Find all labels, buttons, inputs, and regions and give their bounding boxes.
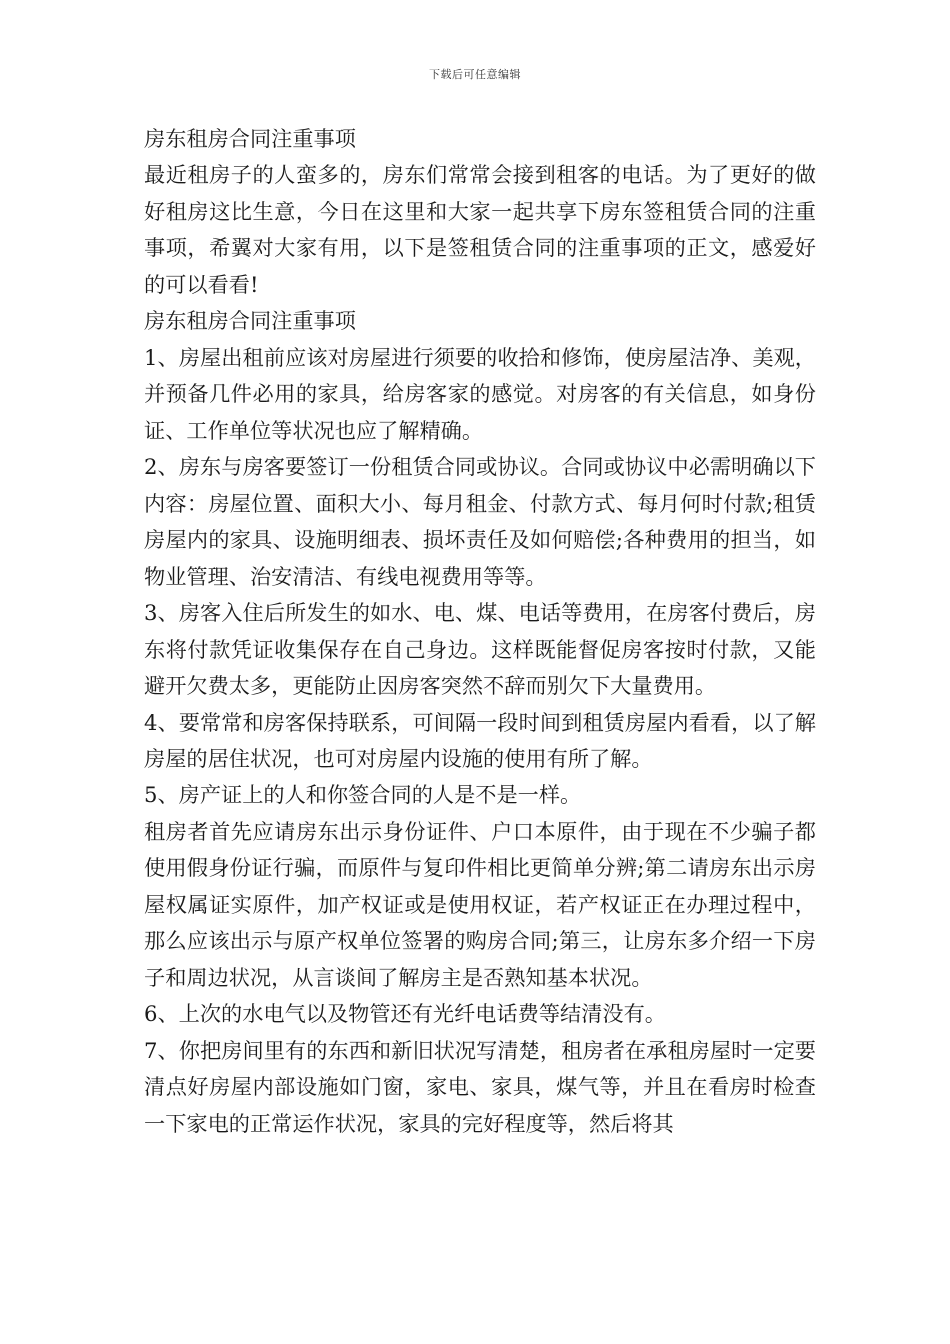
list-item: 4、要常常和房客保持联系，可间隔一段时间到租赁房屋内看看，以了解房屋的居住状况，也可对房屋内设施的使用有所了解。	[144, 709, 816, 771]
intro-paragraph: 最近租房子的人蛮多的，房东们常常会接到租客的电话。为了更好的做好租房这比生意，今日在这里和大家一起共享下房东签租赁合同的注重事项，希翼对大家有用，以下是签租赁合同的注重事项的正文，感爱好的可以看看!	[144, 162, 816, 297]
document-body	[144, 121, 816, 1142]
list-item: 1、房屋出租前应该对房屋进行须要的收拾和修饰，使房屋洁净、美观，并预备几件必用的家具，给房客家的感觉。对房客的有关信息，如身份证、工作单位等状况也应了解精确。	[144, 344, 816, 443]
section-subtitle: 房东租房合同注重事项	[144, 308, 356, 334]
list-item: 3、房客入住后所发生的如水、电、煤、电话等费用，在房客付费后，房东将付款凭证收集保存在自己身边。这样既能督促房客按时付款，又能避开欠费太多，更能防止因房客突然不辞而别欠下大量费用。	[144, 600, 816, 699]
list-item: 2、房东与房客要签订一份租赁合同或协议。合同或协议中必需明确以下内容：房屋位置、面积大小、每月租金、付款方式、每月何时付款;租赁房屋内的家具、设施明细表、损坏责任及如何赔偿;各种费用的担当，如物业管理、治安清洁、有线电视费用等等。	[144, 454, 816, 589]
page-header: 下载后可任意编辑	[429, 68, 521, 81]
list-item: 5、房产证上的人和你签合同的人是不是一样。	[144, 782, 582, 808]
list-item: 7、你把房间里有的东西和新旧状况写清楚，租房者在承租房屋时一定要清点好房屋内部设施如门窗，家电、家具，煤气等，并且在看房时检查一下家电的正常运作状况，家具的完好程度等，然后将其	[144, 1037, 816, 1136]
list-item: 6、上次的水电气以及物管还有光纤电话费等结清没有。	[144, 1001, 666, 1027]
document-title: 房东租房合同注重事项	[144, 126, 356, 151]
list-item: 租房者首先应请房东出示身份证件、户口本原件，由于现在不少骗子都使用假身份证行骗，而原件与复印件相比更简单分辨;第二请房东出示房屋权属证实原件，加产权证或是使用权证，若产权证正在办理过程中，那么应该出示与原产权单位签署的购房合同;第三，让房东多介绍一下房子和周边状况，从言谈间了解房主是否熟知基本状况。	[144, 818, 816, 990]
